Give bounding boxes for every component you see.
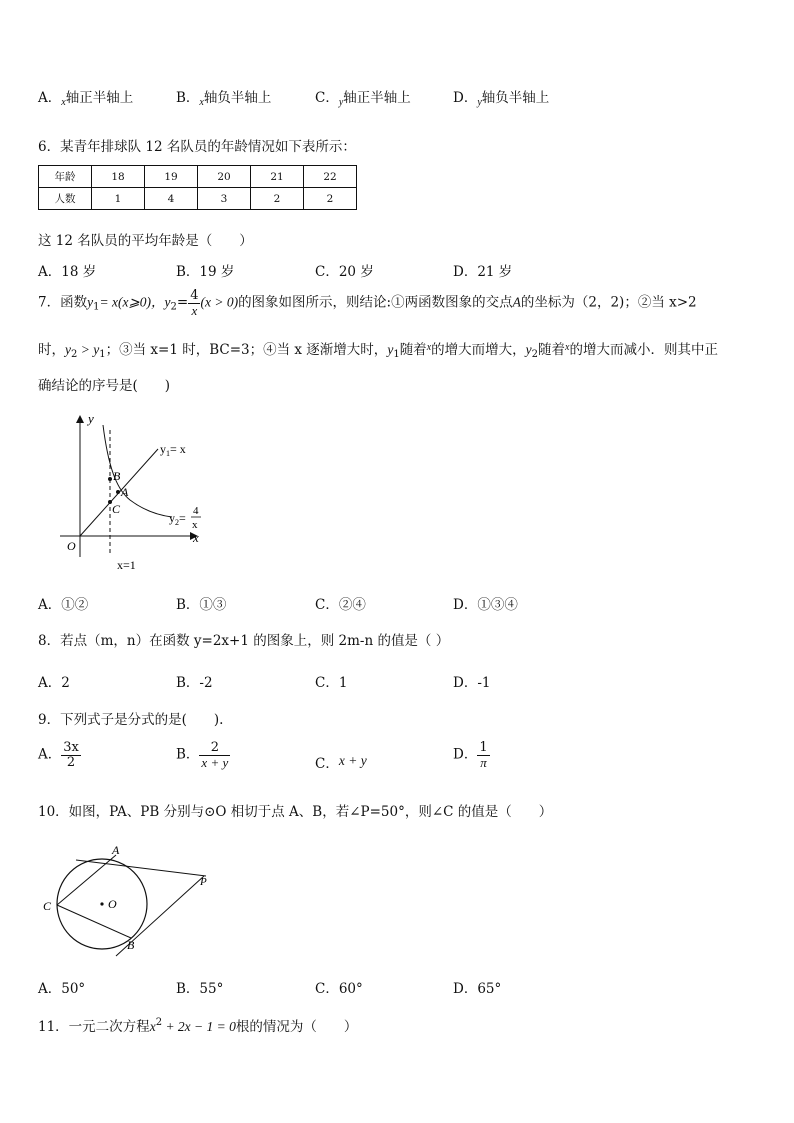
function-graph (50, 405, 220, 575)
q10-option-b: B．55° (176, 981, 224, 997)
table-cell: 1 (92, 188, 145, 210)
table-cell: 19 (145, 166, 198, 188)
table-cell: 4 (145, 188, 198, 210)
q6-option-d: D．21 岁 (453, 264, 513, 280)
point-b (108, 477, 112, 481)
center-o-dot (100, 902, 103, 905)
q7-stem-line3: 确结论的序号是( ) (38, 378, 171, 394)
q5-option-c: C．$_y$轴正半轴上 (315, 90, 411, 108)
q6-option-c: C．20 岁 (315, 264, 374, 280)
circle-tangent-figure (38, 838, 218, 958)
label-c: C (112, 502, 121, 516)
q6-option-a: A．18 岁 (38, 264, 97, 280)
label-y2: $y_2=$ (169, 511, 186, 527)
table-header-cell: 人数 (39, 188, 92, 210)
q8-option-a: A．2 (38, 675, 70, 691)
q10-option-c: C．60° (315, 981, 363, 997)
table-row (39, 166, 357, 188)
q9-stem: 9．下列式子是分式的是( ). (38, 712, 224, 728)
q7-option-c: C．②④ (315, 597, 366, 613)
q7-option-b: B．①③ (176, 597, 227, 613)
q10-stem: 10．如图，PA、PB 分别与⊙O 相切于点 A、B，若∠P=50°，则∠C 的值是（ ） (38, 804, 553, 820)
table-row (39, 188, 357, 210)
q6-option-b: B．19 岁 (176, 264, 235, 280)
table-cell: 3 (198, 188, 251, 210)
q5-option-d: D．$_y$轴负半轴上 (453, 90, 550, 108)
fraction: $\frac{2}{x + y}$ (201, 740, 229, 770)
table-cell: 22 (304, 166, 357, 188)
q9-option-c: C．x + y (315, 753, 367, 772)
label-y2-denominator: x (192, 519, 198, 531)
label-y2-numerator: 4 (193, 505, 199, 517)
label-b: B (113, 469, 121, 483)
q7-stem-line1: 7．函数$y_1=$ x(x⩾0)，$y_2=$ $\frac{4}{x}$ (x > 0)的图象如图所示，则结论:①两函数图象的交点A的坐标为（2，2)；②当 x>2 (38, 288, 697, 318)
tangent-pa (76, 860, 206, 876)
x-axis-label: x (193, 530, 199, 545)
q7-option-d: D．①③④ (453, 597, 518, 613)
q7-stem-line2: 时，$y_2 > y_1$；③当 x=1 时，BC=3；④当 x 逐渐增大时，$y_1$随着$^x$的增大而增大，$y_2$随着$^x$的增大而减小．则其中正 (38, 342, 718, 360)
table-cell: 21 (251, 166, 304, 188)
q5-option-a: A．$_x$轴正半轴上 (38, 90, 134, 108)
y-axis-label: y (88, 411, 94, 426)
age-table (38, 165, 357, 210)
table-header-cell: 年龄 (39, 166, 92, 188)
table-cell: 20 (198, 166, 251, 188)
label-o: O (108, 897, 117, 911)
fraction: $\frac{4}{x}$ (190, 288, 199, 318)
q8-stem: 8．若点（m，n）在函数 y=2x+1 的图象上，则 2m-n 的值是（ ） (38, 633, 450, 649)
q8-option-d: D．-1 (453, 675, 491, 691)
q6-question: 这 12 名队员的平均年龄是（ ） (38, 233, 253, 249)
fraction: $\frac{1}{\pi}$ (479, 740, 488, 770)
vline-label: x=1 (117, 558, 136, 572)
q8-option-b: B．-2 (176, 675, 213, 691)
table-cell: 2 (251, 188, 304, 210)
label-b: B (127, 938, 135, 952)
q8-option-c: C．1 (315, 675, 348, 691)
label-p: P (200, 876, 207, 888)
fraction: $\frac{3x}{2}$ (63, 740, 79, 770)
q7-option-a: A．①② (38, 597, 89, 613)
q10-option-d: D．65° (453, 981, 502, 997)
label-a: A (112, 843, 120, 857)
point-a (116, 490, 120, 494)
q9-option-a: A． $\frac{3x}{2}$ (38, 740, 79, 770)
origin-label: O (67, 539, 76, 553)
q10-option-a: A．50° (38, 981, 86, 997)
q5-option-b: B．$_x$轴负半轴上 (176, 90, 272, 108)
q11-stem: 11．一元二次方程$x^2 + 2x - 1 = 0$根的情况为（ ） (38, 1017, 358, 1035)
label-c: C (43, 899, 52, 913)
table-cell: 2 (304, 188, 357, 210)
table-cell: 18 (92, 166, 145, 188)
label-a: A (121, 485, 129, 499)
label-y1: $y_1= x$ (160, 442, 186, 458)
q9-option-b: B． $\frac{2}{x + y}$ (176, 740, 229, 770)
q6-stem: 6．某青年排球队 12 名队员的年龄情况如下表所示： (38, 139, 356, 155)
q9-option-d: D． $\frac{1}{\pi}$ (453, 740, 488, 770)
